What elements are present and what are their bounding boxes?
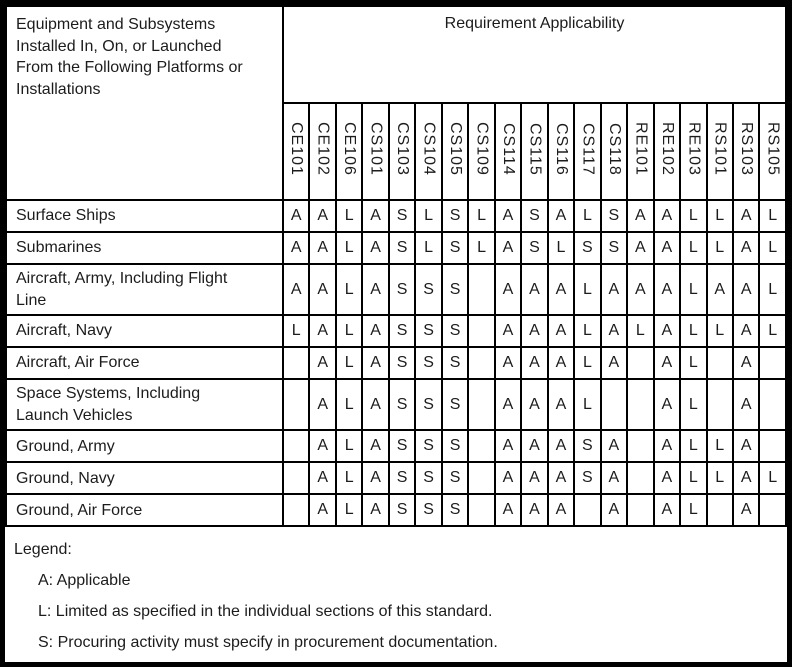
applicability-cell: A <box>362 315 388 347</box>
platform-label: Space Systems, Including Launch Vehicles <box>6 379 283 430</box>
applicability-cell: S <box>389 494 415 526</box>
applicability-cell: A <box>495 200 521 232</box>
column-header-label: RS101 <box>711 122 729 176</box>
column-header-label: CS104 <box>420 122 438 176</box>
applicability-cell: A <box>495 347 521 379</box>
applicability-cell: A <box>362 200 388 232</box>
applicability-cell: A <box>733 315 759 347</box>
applicability-cell <box>759 379 786 430</box>
applicability-cell <box>283 494 309 526</box>
applicability-cell: A <box>654 462 680 494</box>
applicability-cell: A <box>548 494 574 526</box>
applicability-cell: A <box>654 379 680 430</box>
platform-label: Aircraft, Navy <box>6 315 283 347</box>
applicability-cell: A <box>601 430 627 462</box>
applicability-cell: A <box>654 232 680 264</box>
applicability-cell: L <box>336 379 362 430</box>
applicability-cell: A <box>733 200 759 232</box>
applicability-cell: A <box>627 232 653 264</box>
applicability-cell: L <box>336 264 362 315</box>
applicability-cell: A <box>601 462 627 494</box>
applicability-cell: A <box>707 264 733 315</box>
column-header-label: RE101 <box>632 122 650 176</box>
applicability-cell: A <box>521 347 547 379</box>
applicability-cell: L <box>415 232 441 264</box>
applicability-cell: L <box>707 200 733 232</box>
column-header-label: CS115 <box>526 122 544 176</box>
applicability-cell: A <box>654 494 680 526</box>
applicability-cell: A <box>521 462 547 494</box>
applicability-cell <box>627 379 653 430</box>
applicability-cell: L <box>574 264 600 315</box>
applicability-cell: S <box>442 315 468 347</box>
applicability-cell: A <box>521 315 547 347</box>
applicability-cell: L <box>336 430 362 462</box>
applicability-cell: A <box>654 430 680 462</box>
column-header <box>495 103 521 200</box>
applicability-cell <box>707 347 733 379</box>
applicability-cell: A <box>309 462 335 494</box>
applicability-cell: L <box>336 347 362 379</box>
applicability-cell: L <box>680 494 706 526</box>
applicability-cell: L <box>707 462 733 494</box>
column-header <box>283 103 309 200</box>
applicability-cell: S <box>601 232 627 264</box>
applicability-cell: A <box>309 379 335 430</box>
applicability-cell: A <box>733 494 759 526</box>
applicability-cell: S <box>415 494 441 526</box>
applicability-cell: A <box>548 379 574 430</box>
column-header-label: CE101 <box>288 122 306 176</box>
applicability-cell: A <box>601 315 627 347</box>
applicability-cell: A <box>362 347 388 379</box>
applicability-cell: A <box>283 264 309 315</box>
applicability-cell: S <box>601 200 627 232</box>
applicability-cell <box>601 379 627 430</box>
table-row <box>6 379 786 430</box>
applicability-cell: A <box>654 315 680 347</box>
legend-title: Legend: <box>14 541 72 559</box>
applicability-cell <box>627 347 653 379</box>
applicability-cell <box>468 315 494 347</box>
applicability-cell <box>627 462 653 494</box>
applicability-cell: A <box>548 200 574 232</box>
applicability-cell: S <box>389 232 415 264</box>
applicability-cell: L <box>336 315 362 347</box>
applicability-cell: L <box>680 379 706 430</box>
applicability-cell: L <box>574 200 600 232</box>
platform-label: Surface Ships <box>6 200 283 232</box>
applicability-cell <box>468 462 494 494</box>
table-row <box>6 232 786 264</box>
applicability-cell: A <box>362 379 388 430</box>
applicability-cell <box>283 462 309 494</box>
applicability-cell: L <box>759 232 786 264</box>
applicability-cell: A <box>495 462 521 494</box>
applicability-cell: L <box>574 379 600 430</box>
applicability-cell: S <box>415 379 441 430</box>
applicability-cell: A <box>362 494 388 526</box>
applicability-cell: S <box>415 315 441 347</box>
applicability-cell: L <box>707 232 733 264</box>
applicability-cell: S <box>389 462 415 494</box>
applicability-cell: S <box>389 430 415 462</box>
applicability-cell: A <box>309 347 335 379</box>
applicability-cell: S <box>389 200 415 232</box>
applicability-cell: S <box>521 232 547 264</box>
applicability-cell: S <box>415 462 441 494</box>
applicability-cell: L <box>548 232 574 264</box>
column-header <box>362 103 388 200</box>
applicability-cell: A <box>548 430 574 462</box>
applicability-cell: S <box>389 264 415 315</box>
column-header-label: RS103 <box>738 122 756 176</box>
applicability-cell: S <box>442 494 468 526</box>
column-header <box>601 103 627 200</box>
applicability-cell <box>627 430 653 462</box>
column-header <box>309 103 335 200</box>
column-header-label: CS117 <box>579 122 597 176</box>
column-header-label: CS105 <box>447 122 465 176</box>
applicability-cell: S <box>389 347 415 379</box>
applicability-cell: A <box>495 315 521 347</box>
applicability-cell: A <box>521 430 547 462</box>
applicability-cell: S <box>415 430 441 462</box>
applicability-cell <box>759 494 786 526</box>
applicability-cell: S <box>389 379 415 430</box>
platform-label: Ground, Army <box>6 430 283 462</box>
applicability-cell: L <box>574 315 600 347</box>
column-header-label: CS101 <box>367 122 385 176</box>
column-header <box>442 103 468 200</box>
applicability-cell: L <box>759 315 786 347</box>
applicability-cell: A <box>309 200 335 232</box>
legend-item-limited: L: Limited as specified in the individual sections of this standard. <box>38 603 493 621</box>
applicability-cell: L <box>468 232 494 264</box>
applicability-cell: A <box>733 347 759 379</box>
applicability-cell: L <box>680 347 706 379</box>
applicability-cell: A <box>495 379 521 430</box>
applicability-cell: S <box>442 232 468 264</box>
applicability-cell: L <box>680 462 706 494</box>
column-header-label: CS114 <box>499 122 517 176</box>
applicability-cell: L <box>283 315 309 347</box>
applicability-cell: A <box>601 494 627 526</box>
column-header <box>627 103 653 200</box>
applicability-cell: S <box>574 232 600 264</box>
applicability-cell: A <box>521 379 547 430</box>
applicability-cell: A <box>733 462 759 494</box>
applicability-cell <box>468 379 494 430</box>
applicability-cell: A <box>733 379 759 430</box>
column-header <box>680 103 706 200</box>
applicability-cell: A <box>627 200 653 232</box>
legend <box>5 527 787 652</box>
applicability-cell: L <box>707 430 733 462</box>
applicability-cell: A <box>654 347 680 379</box>
applicability-cell: A <box>521 494 547 526</box>
applicability-cell: S <box>389 315 415 347</box>
applicability-cell: A <box>548 347 574 379</box>
column-header <box>654 103 680 200</box>
column-header <box>759 103 786 200</box>
applicability-cell: S <box>442 347 468 379</box>
applicability-cell <box>627 494 653 526</box>
applicability-cell: L <box>680 232 706 264</box>
applicability-cell <box>759 347 786 379</box>
applicability-cell: A <box>495 430 521 462</box>
applicability-cell <box>707 494 733 526</box>
applicability-cell: A <box>309 315 335 347</box>
applicability-cell: L <box>336 494 362 526</box>
applicability-cell: S <box>442 430 468 462</box>
column-header <box>336 103 362 200</box>
applicability-cell: A <box>362 264 388 315</box>
applicability-cell <box>468 264 494 315</box>
applicability-cell: L <box>680 200 706 232</box>
applicability-cell: A <box>548 264 574 315</box>
platform-label: Submarines <box>6 232 283 264</box>
applicability-cell <box>283 430 309 462</box>
applicability-cell: A <box>309 494 335 526</box>
applicability-cell: A <box>548 462 574 494</box>
applicability-cell: A <box>362 430 388 462</box>
column-header-label: RE102 <box>658 122 676 176</box>
requirement-applicability-table <box>5 5 787 527</box>
table-row <box>6 200 786 232</box>
applicability-cell: L <box>574 347 600 379</box>
applicability-cell: A <box>495 232 521 264</box>
applicability-cell: S <box>442 200 468 232</box>
column-header-label: CS109 <box>473 122 491 176</box>
applicability-cell: A <box>521 264 547 315</box>
applicability-cell: A <box>733 264 759 315</box>
column-header-label: CE102 <box>314 122 332 176</box>
applicability-cell: A <box>309 232 335 264</box>
legend-item-applicable: A: Applicable <box>38 572 131 590</box>
applicability-cell: A <box>362 232 388 264</box>
applicability-cell: L <box>468 200 494 232</box>
applicability-cell: A <box>283 232 309 264</box>
table-row <box>6 347 786 379</box>
table-row <box>6 264 786 315</box>
column-header-label: RS105 <box>764 122 782 176</box>
applicability-cell: A <box>309 264 335 315</box>
column-header <box>733 103 759 200</box>
applicability-cell: S <box>574 462 600 494</box>
applicability-cell: A <box>362 462 388 494</box>
column-header-label: CS118 <box>605 122 623 176</box>
column-header <box>707 103 733 200</box>
column-header <box>389 103 415 200</box>
table-row <box>6 430 786 462</box>
legend-item-specify: S: Procuring activity must specify in procurement documentation. <box>38 634 498 652</box>
applicability-cell: S <box>442 462 468 494</box>
column-group-title: Requirement Applicability <box>283 6 786 103</box>
applicability-cell: L <box>336 462 362 494</box>
applicability-cell <box>707 379 733 430</box>
applicability-cell: L <box>627 315 653 347</box>
applicability-cell <box>468 347 494 379</box>
applicability-cell: S <box>521 200 547 232</box>
applicability-cell: A <box>654 200 680 232</box>
table-row <box>6 462 786 494</box>
applicability-cell <box>283 347 309 379</box>
applicability-cell: L <box>336 200 362 232</box>
column-header <box>468 103 494 200</box>
applicability-cell: A <box>733 232 759 264</box>
platform-label: Ground, Air Force <box>6 494 283 526</box>
applicability-cell: L <box>759 264 786 315</box>
applicability-cell: S <box>574 430 600 462</box>
platform-label: Ground, Navy <box>6 462 283 494</box>
platform-label: Aircraft, Air Force <box>6 347 283 379</box>
applicability-cell: A <box>309 430 335 462</box>
applicability-cell <box>468 494 494 526</box>
platform-label: Aircraft, Army, Including Flight Line <box>6 264 283 315</box>
applicability-cell: S <box>442 379 468 430</box>
column-header <box>574 103 600 200</box>
table-header <box>6 6 786 200</box>
applicability-cell: A <box>601 347 627 379</box>
applicability-cell <box>759 430 786 462</box>
applicability-cell: A <box>654 264 680 315</box>
applicability-cell: L <box>707 315 733 347</box>
applicability-cell: A <box>495 264 521 315</box>
column-header <box>548 103 574 200</box>
column-header <box>521 103 547 200</box>
table-row <box>6 494 786 526</box>
applicability-cell: A <box>283 200 309 232</box>
applicability-cell <box>574 494 600 526</box>
applicability-cell: L <box>336 232 362 264</box>
applicability-cell <box>283 379 309 430</box>
column-header-label: CS103 <box>394 122 412 176</box>
applicability-cell: L <box>680 430 706 462</box>
applicability-cell: L <box>680 264 706 315</box>
applicability-cell: S <box>415 347 441 379</box>
table-row <box>6 315 786 347</box>
applicability-cell: A <box>733 430 759 462</box>
table-body <box>6 200 786 526</box>
column-header-label: CS116 <box>552 122 570 176</box>
applicability-cell: S <box>442 264 468 315</box>
applicability-cell: A <box>495 494 521 526</box>
applicability-cell: L <box>759 462 786 494</box>
applicability-cell: A <box>627 264 653 315</box>
applicability-cell: A <box>548 315 574 347</box>
column-header-label: CE106 <box>341 122 359 176</box>
row-header-title: Equipment and Subsystems Installed In, On, or Launched From the Following Platforms or Installations <box>6 6 283 200</box>
applicability-cell: L <box>415 200 441 232</box>
column-header-label: RE103 <box>685 122 703 176</box>
applicability-cell: L <box>680 315 706 347</box>
applicability-cell: S <box>415 264 441 315</box>
applicability-cell: A <box>601 264 627 315</box>
applicability-cell: L <box>759 200 786 232</box>
applicability-cell <box>468 430 494 462</box>
column-header <box>415 103 441 200</box>
